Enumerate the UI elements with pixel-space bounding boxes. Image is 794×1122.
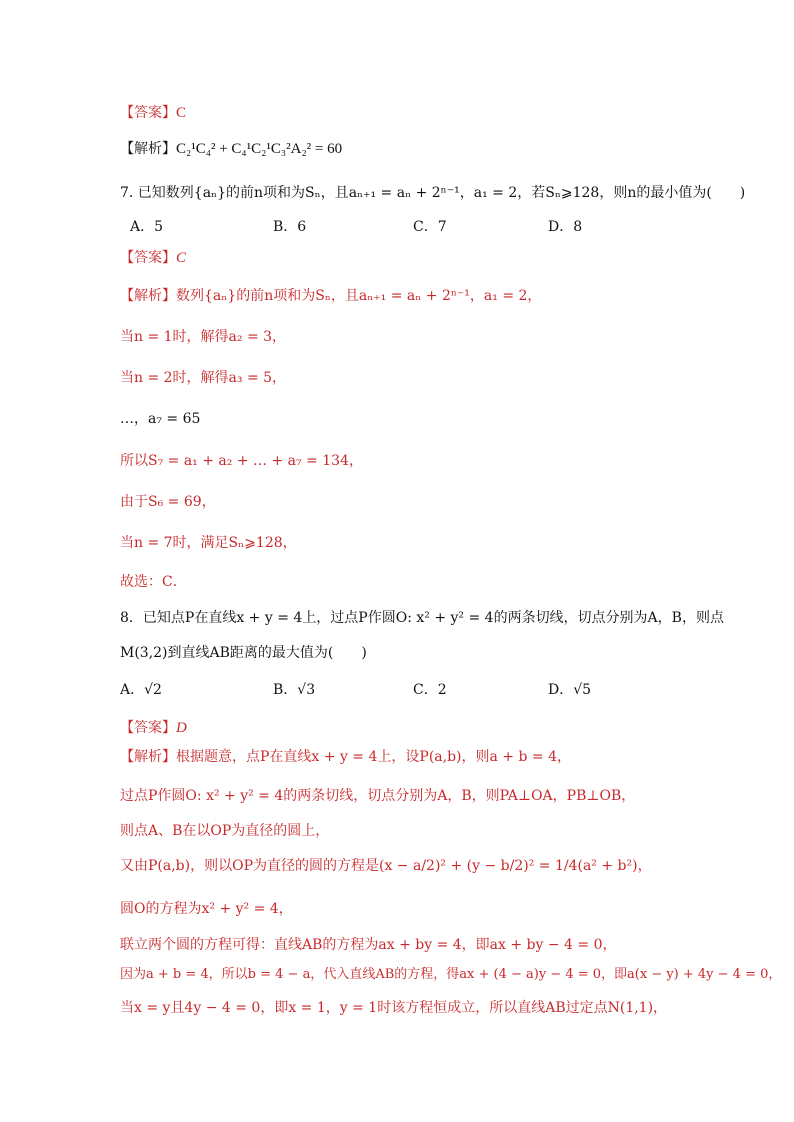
q7-analysis-line-6: 由于S₆ = 69， [120, 494, 216, 510]
q7-analysis-line-4: …，a₇ = 65 [120, 411, 201, 427]
answer-value: C [176, 250, 187, 266]
q8-option-a: A．√2 [120, 682, 162, 698]
analysis-label: 【解析】 [120, 141, 176, 157]
q7-analysis-line-3: 当n = 2时，解得a₃ = 5， [120, 370, 287, 386]
q8-analysis-line-5: 圆O的方程为x² + y² = 4， [120, 901, 293, 917]
answer-value: C [176, 105, 187, 121]
q7-analysis-line-5: 所以S₇ = a₁ + a₂ + … + a₇ = 134， [120, 453, 363, 469]
q7-analysis-line-1 [120, 286, 541, 306]
prev-answer-line [120, 103, 186, 123]
q8-analysis-line-6: 联立两个圆的方程可得：直线AB的方程为ax + by = 4，即ax + by − 4 = 0， [120, 937, 617, 953]
q8-option-c: C．2 [413, 682, 447, 698]
answer-label: 【答案】 [120, 105, 176, 121]
q8-analysis-line-7: 因为a + b = 4，所以b = 4 − a，代入直线AB的方程，得ax + (4 − a)y − 4 = 0，即a(x − y) + 4y − 4 = 0， [120, 967, 782, 982]
q8-analysis-line-1 [120, 747, 571, 767]
q8-analysis-line-4: 又由P(a,b)，则以OP为直径的圆的方程是(x − a/2)² + (y − b/2)² = 1/4(a² + b²)， [120, 858, 652, 874]
analysis-text: 数列{aₙ}的前n项和为Sₙ，且aₙ₊₁ = aₙ + 2ⁿ⁻¹，a₁ = 2， [176, 288, 542, 304]
q7-analysis-line-2: 当n = 1时，解得a₂ = 3， [120, 329, 287, 345]
analysis-text: 根据题意，点P在直线x + y = 4上，设P(a,b)，则a + b = 4， [176, 749, 571, 765]
q8-option-b: B．√3 [273, 682, 316, 698]
answer-value: D [176, 720, 187, 736]
prev-analysis-line [120, 139, 342, 159]
answer-label: 【答案】 [120, 250, 176, 266]
q8-answer-line [120, 718, 187, 738]
q8-analysis-line-3: 则点A、B在以OP为直径的圆上， [120, 823, 330, 839]
q8-analysis-line-2: 过点P作圆O: x² + y² = 4的两条切线，切点分别为A，B，则PA⊥OA，PB⊥OB， [120, 788, 636, 804]
q7-analysis-line-8: 故选：C． [120, 574, 187, 590]
q8-stem-line-1: 8．已知点P在直线x + y = 4上，过点P作圆O: x² + y² = 4的两条切线，切点分别为A，B，则点 [120, 610, 724, 626]
q7-option-c: C．7 [413, 219, 447, 235]
q8-analysis-line-8: 当x = y且4y − 4 = 0，即x = 1，y = 1时该方程恒成立，所以直线AB过定点N(1,1)， [120, 1000, 668, 1016]
q7-analysis-line-7: 当n = 7时，满足Sₙ⩾128， [120, 535, 297, 551]
q8-stem-line-2: M(3,2)到直线AB距离的最大值为( ) [120, 645, 367, 661]
q7-option-d: D．8 [548, 219, 583, 235]
answer-label: 【答案】 [120, 720, 176, 736]
analysis-label: 【解析】 [120, 749, 176, 765]
q8-option-d: D．√5 [548, 682, 592, 698]
q7-answer-line [120, 248, 186, 268]
analysis-label: 【解析】 [120, 288, 176, 304]
q7-option-b: B．6 [273, 219, 307, 235]
q7-option-a: A．5 [130, 219, 164, 235]
analysis-formula: C₂¹C₄² + C₄¹C₂¹C₃²A₂² = 60 [176, 141, 343, 157]
q7-stem: 7. 已知数列{aₙ}的前n项和为Sₙ，且aₙ₊₁ = aₙ + 2ⁿ⁻¹，a₁ = 2，若Sₙ⩾128，则n的最小值为( ) [120, 185, 746, 201]
